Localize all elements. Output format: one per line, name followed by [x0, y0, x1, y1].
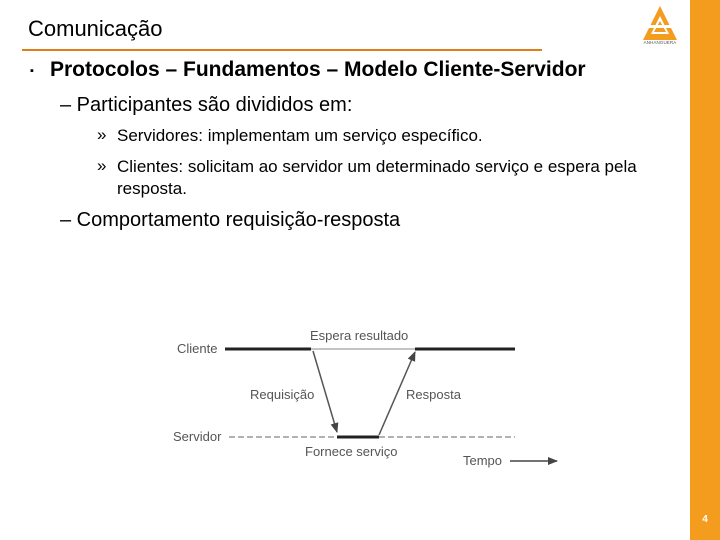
request-arrow	[313, 351, 337, 432]
logo-text: ANHANGUERA	[643, 40, 677, 45]
response-label: Resposta	[406, 387, 461, 402]
serve-label: Fornece serviço	[305, 444, 398, 459]
subsub-bullet-clients-text: Clientes: solicitam ao servidor um determinado serviço e espera pela resposta.	[117, 157, 637, 198]
server-label: Servidor	[173, 429, 222, 444]
time-label: Tempo	[463, 453, 503, 468]
subsub-bullet-servers-text: Servidores: implementam um serviço específico.	[117, 126, 483, 145]
sub-bullet-participants: – Participantes são divididos em:	[60, 94, 353, 116]
sub-bullet-behavior: – Comportamento requisição-resposta	[60, 209, 401, 231]
title-divider	[22, 49, 542, 51]
slide-title: Comunicação	[28, 16, 163, 41]
wait-label: Espera resultado	[310, 328, 409, 343]
request-response-diagram	[165, 320, 565, 480]
request-label: Requisição	[250, 387, 315, 402]
accent-sidebar	[690, 0, 720, 540]
main-bullet-text: Protocolos – Fundamentos – Modelo Cliente-Servidor	[50, 58, 586, 81]
client-label: Cliente	[177, 341, 218, 356]
chevron-bullet-icon: »	[97, 125, 107, 144]
square-bullet-icon: ▪	[30, 65, 34, 77]
chevron-bullet-icon: »	[97, 156, 107, 175]
page-number: 4	[702, 514, 708, 525]
